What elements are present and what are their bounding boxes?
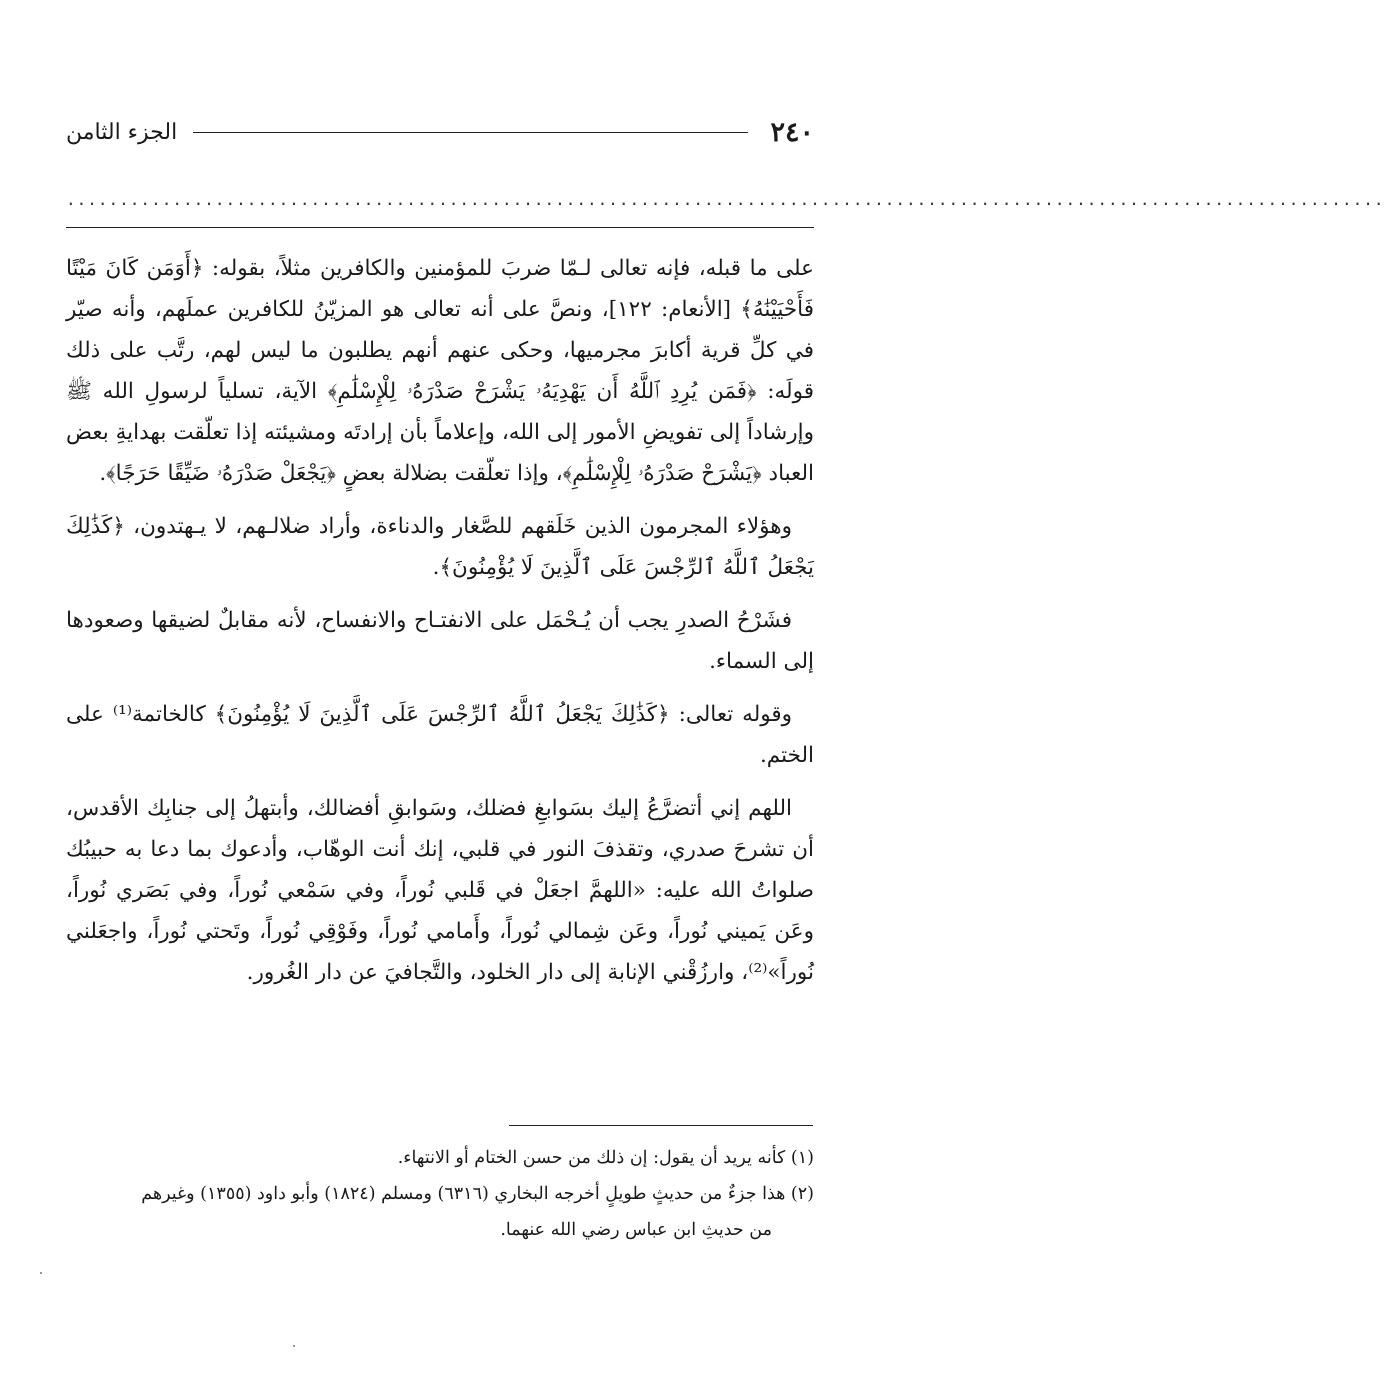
- paragraph: وهؤلاء المجرمون الذين خَلَقهم للصَّغار والدناءة، وأراد ضلالـهم، لا يـهتدون، ﴿كَذَٰلِكَ يَجْعَلُ ٱللَّهُ ٱلرِّجْسَ عَلَى ٱلَّذِينَ لَا يُؤْمِنُونَ﴾.: [66, 514, 814, 580]
- print-speck: [40, 1272, 42, 1274]
- footnote: (١) كأنه يريد أن يقول: إن ذلك من حسن الختام أو الانتهاء.: [397, 1148, 814, 1168]
- paragraph: اللهم إني أتضرَّعُ إليك بسَوابغِ فضلك، وسَوابقِ أفضالك، وأبتهلُ إلى جنابِك الأقدس، أن تشرحَ صدري، وتقذفَ النور في قلبي، إنك أنت الوهّاب، وأدعوك بما دعا به حبيبُك صلواتُ الله عليه: «اللهمَّ اجعَلْ في قَلبي نُوراً، وفي سَمْعي نُوراً، وفي بَصَري نُوراً، وعَن يَميني نُوراً، وعَن شِمالي نُوراً، وأَمامي نُوراً، وفَوْقِي نُوراً، وتَحتي نُوراً، واجعَلني نُوراً»⁽²⁾، وارزُقْني الإنابة إلى دار الخلود، والتَّجافيَ عن دار الغُرور.: [66, 796, 814, 985]
- footnote: (٢) هذا جزءٌ من حديثٍ طويلٍ أخرجه البخاري (٦٣١٦) ومسلم (١٨٢٤) وأبو داود (١٣٥٥) وغيرهم: [141, 1184, 814, 1204]
- paragraph: وقوله تعالى: ﴿كَذَٰلِكَ يَجْعَلُ ٱللَّهُ ٱلرِّجْسَ عَلَى ٱلَّذِينَ لَا يُؤْمِنُونَ﴾ كالخاتمة⁽¹⁾ على الختم.: [66, 702, 814, 768]
- footnote-continuation: من حديثِ ابن عباس رضي الله عنهما.: [500, 1220, 772, 1240]
- chapter-title: الجزء الثامن: [66, 119, 178, 145]
- page-number: ٢٤٠: [770, 116, 814, 148]
- print-speck: [293, 1345, 295, 1347]
- paragraph: على ما قبله، فإنه تعالى لـمّا ضربَ للمؤمنين والكافرين مثلاً، بقوله: ﴿أَوَمَن كَانَ مَيْتًا فَأَحْيَيْنَٰهُ﴾ [الأنعام: ١٢٢]، ونصَّ على أنه تعالى هو المزيّنُ للكافرين عملَهم، وأنه صيّر في كلِّ قرية أكابرَ مجرميها، وحكى عنهم أنهم يطلبون ما ليس لهم، رتَّب على ذلك قولَه: ﴿فَمَن يُرِدِ ٱللَّهُ أَن يَهْدِيَهُۥ يَشْرَحْ صَدْرَهُۥ لِلْإِسْلَٰمِ﴾ الآية، تسلياً لرسولِ الله ﷺ وإرشاداً إلى تفويضِ الأمور إلى الله، وإعلاماً بأن إرادتَه ومشيئته إذا تعلّقت بهدايةِ بعض العباد ﴿يَشْرَحْ صَدْرَهُۥ لِلْإِسْلَٰمِ﴾، وإذا تعلّقت بضلالة بعضٍ ﴿يَجْعَلْ صَدْرَهُۥ ضَيِّقًا حَرَجًا﴾.: [66, 256, 814, 486]
- dotted-separator: ............................................................................................................................: [66, 190, 1384, 209]
- paragraph: فشَرْحُ الصدرِ يجب أن يُـحْمَل على الانفتـاح والانفساح، لأنه مقابلٌ لضيقها وصعودها إلى السماء.: [66, 608, 814, 674]
- footnotes: [66, 1140, 814, 1248]
- header-rule: [193, 132, 748, 133]
- main-text: [66, 248, 814, 1005]
- running-header: [66, 112, 814, 152]
- top-rule: [66, 227, 814, 228]
- footnote-separator: [509, 1125, 813, 1126]
